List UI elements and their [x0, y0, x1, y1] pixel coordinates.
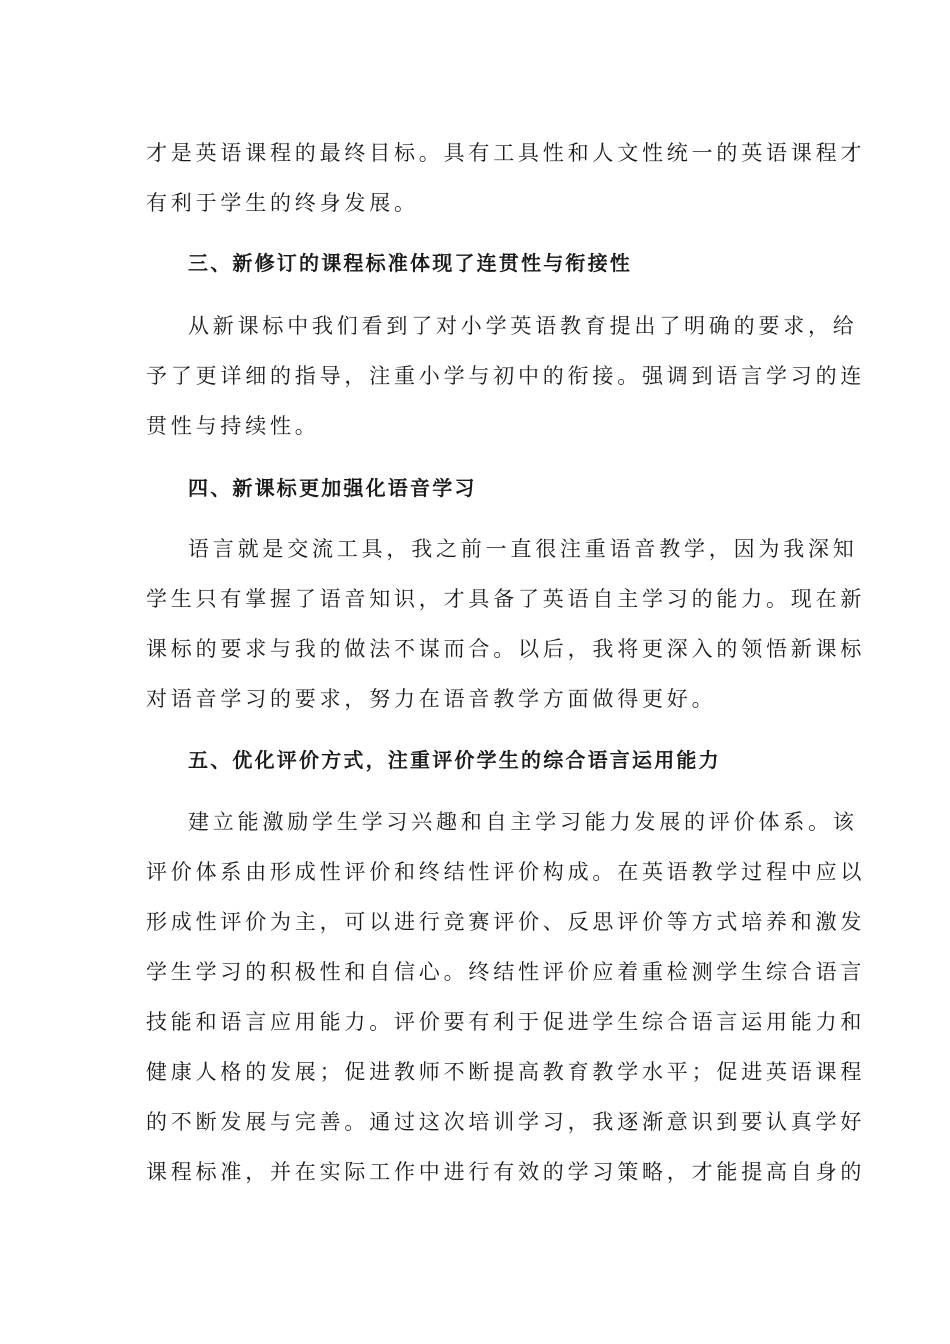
section-heading-3: 三、新修订的课程标准体现了连贯性与衔接性	[188, 251, 632, 275]
paragraph-line: 建立能激励学生学习兴趣和自主学习能力发展的评价体系。该	[188, 810, 858, 834]
paragraph-line: 才是英语课程的最终目标。具有工具性和人文性统一的英语课程才	[146, 141, 866, 165]
paragraph-line: 语言就是交流工具，我之前一直很注重语音教学，因为我深知	[188, 537, 858, 561]
paragraph-line: 予了更详细的指导，注重小学与初中的衔接。强调到语言学习的连	[146, 364, 866, 388]
paragraph-line: 有利于学生的终身发展。	[146, 191, 419, 215]
paragraph-line: 从新课标中我们看到了对小学英语教育提出了明确的要求，给	[188, 314, 858, 338]
paragraph-line: 评价体系由形成性评价和终结性评价构成。在英语教学过程中应以	[146, 860, 866, 884]
paragraph-line: 形成性评价为主，可以进行竞赛评价、反思评价等方式培养和激发	[146, 910, 866, 934]
paragraph-line: 技能和语言应用能力。评价要有利于促进学生综合语言运用能力和	[146, 1010, 866, 1034]
paragraph-line: 课程标准，并在实际工作中进行有效的学习策略，才能提高自身的	[146, 1160, 866, 1184]
paragraph-line: 贯性与持续性。	[146, 414, 320, 438]
paragraph-line: 学生只有掌握了语音知识，才具备了英语自主学习的能力。现在新	[146, 587, 866, 611]
paragraph-line: 对语音学习的要求，努力在语音教学方面做得更好。	[146, 687, 717, 711]
section-heading-5: 五、优化评价方式，注重评价学生的综合语言运用能力	[188, 748, 721, 772]
paragraph-line: 的不断发展与完善。通过这次培训学习，我逐渐意识到要认真学好	[146, 1110, 866, 1134]
paragraph-line: 学生学习的积极性和自信心。终结性评价应着重检测学生综合语言	[146, 960, 866, 984]
paragraph-line: 课标的要求与我的做法不谋而合。以后，我将更深入的领悟新课标	[146, 637, 866, 661]
paragraph-line: 健康人格的发展；促进教师不断提高教育教学水平；促进英语课程	[146, 1060, 866, 1084]
section-heading-4: 四、新课标更加强化语音学习	[188, 476, 477, 500]
